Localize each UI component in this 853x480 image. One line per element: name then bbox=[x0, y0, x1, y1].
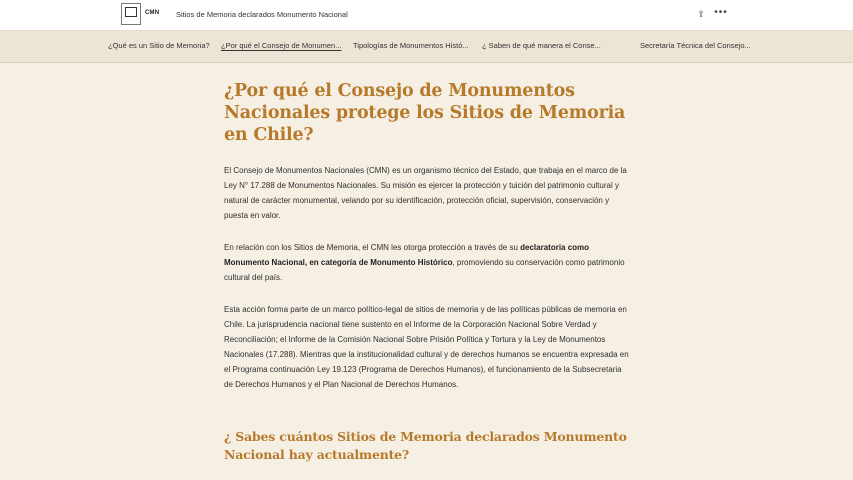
nav-item-por-que[interactable]: ¿Por qué el Consejo de Monumen... bbox=[221, 41, 342, 50]
more-options-icon[interactable]: ••• bbox=[714, 7, 728, 18]
top-header bbox=[0, 0, 853, 31]
paragraph-marco-legal: Esta acción forma parte de un marco político-legal de sitios de memoria y de las políticas públicas de memoria en Chile. La jurisprudencia nacional tiene sustento en el Informe de la Corporación Nacional Sobre Verdad y Reconciliación; el Informe de la Comisión Nacional Sobre Prisión Política y Tortura y la Ley de Monumentos Nacionales (17.288). Mientras que la institucionalidad cultural y de derechos humanos se encuentra expresada en el Programa continuación Ley 19.123 (Programa de Derechos Humanos), el funcionamiento de la Subsecretaria de Derechos Humanos y el Plan Nacional de Derechos Humanos. bbox=[224, 305, 629, 389]
share-icon[interactable]: ⇪ bbox=[697, 9, 705, 19]
nav-item-tipologias[interactable]: Tipologías de Monumentos Histó... bbox=[353, 41, 469, 50]
section-nav bbox=[0, 31, 853, 63]
article-title: ¿Por qué el Consejo de Monumentos Nacionales protege los Sitios de Memoria en Chile? bbox=[224, 81, 626, 145]
paragraph-proteccion bbox=[224, 240, 632, 285]
section-subtitle: ¿ Sabes cuántos Sitios de Memoria declarados Monumento Nacional hay actualmente? bbox=[224, 429, 627, 462]
nav-item-secretaria[interactable]: Secretaría Técnica del Consejo... bbox=[640, 41, 751, 50]
cmn-logo-text: CMN bbox=[145, 10, 160, 16]
paragraph-proteccion-bold: declaratoria como Monumento Nacional, en categoría de Monumento Histórico bbox=[224, 243, 590, 267]
paragraph-proteccion-text-c: , promoviendo su conservación como patrimonio cultural del país. bbox=[224, 258, 625, 282]
paragraph-cmn: El Consejo de Monumentos Nacionales (CMN) es un organismo técnico del Estado, que trabaja en el marco de la Ley N° 17.288 de Monumentos Nacionales. Su misión es ejercer la protección y tuición del patrimonio cultural y natural de carácter monumental, velando por su identificación, protección oficial, supervisión, conservación y puesta en valor. bbox=[224, 166, 627, 220]
nav-item-que-es[interactable]: ¿Qué es un Sitio de Memoria? bbox=[108, 41, 210, 50]
site-title: Sitios de Memoria declarados Monumento Nacional bbox=[176, 10, 348, 19]
article bbox=[224, 80, 632, 462]
nav-item-saben[interactable]: ¿ Saben de qué manera el Conse... bbox=[482, 41, 601, 50]
cmn-logo[interactable] bbox=[121, 3, 141, 25]
paragraph-proteccion-text-a: En relación con los Sitios de Memoria, el CMN les otorga protección a través de su bbox=[224, 243, 521, 252]
